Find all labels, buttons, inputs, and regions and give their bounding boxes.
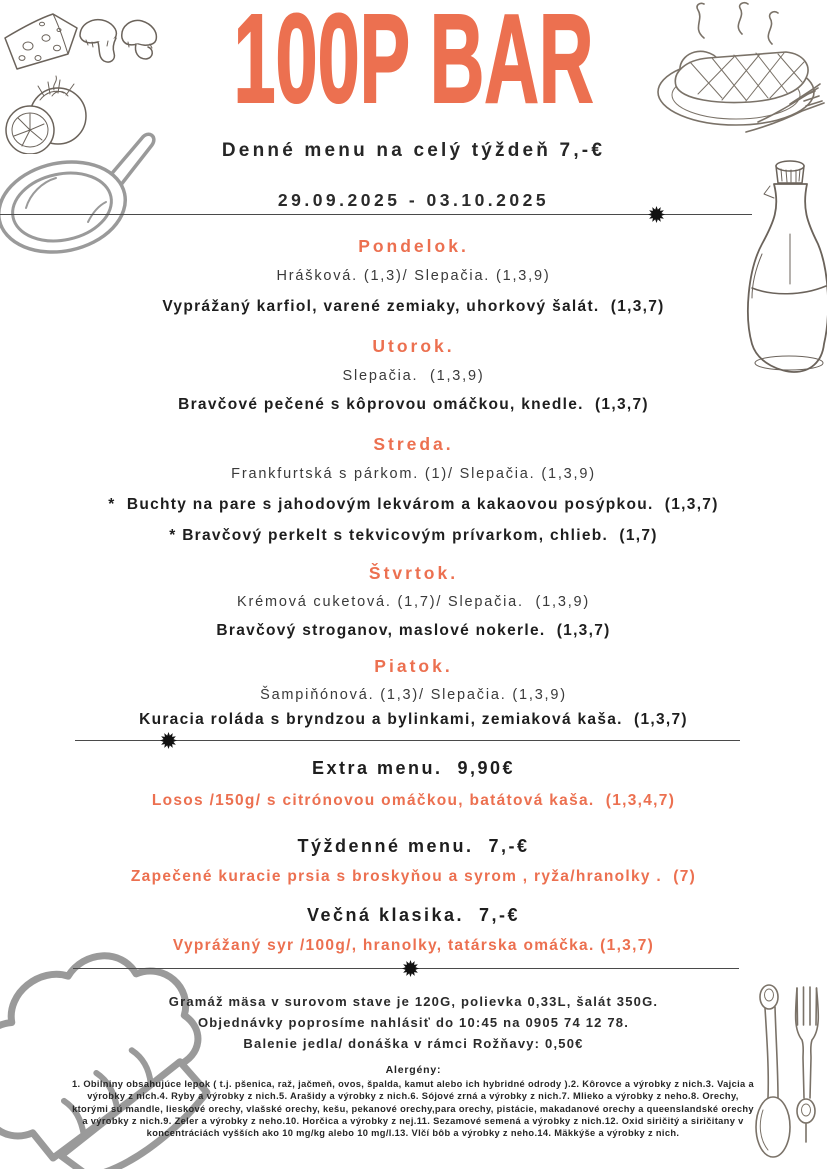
mushrooms-icon bbox=[78, 16, 160, 70]
day-header-stvrtok: Štvrtok. bbox=[368, 563, 459, 583]
restaurant-title: 100P BAR bbox=[233, 0, 594, 129]
allergens-title: Alergény: bbox=[385, 1064, 442, 1076]
extra-menu-item: Losos /150g/ s citrónovou omáčkou, batátová kaša. (1,3,4,7) bbox=[151, 792, 676, 809]
divider-line bbox=[0, 214, 752, 215]
classic-menu-item: Vyprážaný syr /100g/, hranolky, tatárska omáčka. (1,3,7) bbox=[172, 937, 655, 954]
footer-packaging: Balenie jedla/ donáška v rámci Rožňavy: 0,50€ bbox=[243, 1036, 584, 1051]
footer-portions: Gramáž mäsa v surovom stave je 120G, polievka 0,33L, šalát 350G. bbox=[168, 994, 659, 1009]
weekly-menu-title: Týždenné menu. 7,-€ bbox=[297, 836, 530, 856]
main-piatok: Kuracia roláda s bryndzou a bylinkami, zemiaková kaša. (1,3,7) bbox=[139, 711, 688, 728]
soup-streda: Frankfurtská s párkom. (1)/ Slepačia. (1,3,9) bbox=[231, 466, 596, 482]
day-header-piatok: Piatok. bbox=[374, 656, 453, 676]
soup-stvrtok: Krémová cuketová. (1,7)/ Slepačia. (1,3,9) bbox=[236, 594, 591, 610]
extra-menu-title: Extra menu. 9,90€ bbox=[311, 758, 516, 778]
date-range: 29.09.2025 - 03.10.2025 bbox=[277, 190, 550, 210]
day-header-utorok: Utorok. bbox=[372, 336, 455, 356]
main-utorok: Bravčové pečené s kôprovou omáčkou, knedle. (1,3,7) bbox=[178, 396, 649, 413]
steak-plate-icon bbox=[638, 0, 827, 145]
soup-utorok: Slepačia. (1,3,9) bbox=[342, 368, 485, 384]
weekly-menu-item: Zapečené kuracie prsia s broskyňou a syrom , ryža/hranolky . (7) bbox=[130, 868, 697, 885]
soup-pondelok: Hrášková. (1,3)/ Slepačia. (1,3,9) bbox=[276, 268, 551, 284]
day-header-pondelok: Pondelok. bbox=[358, 236, 469, 256]
menu-subtitle: Denné menu na celý týždeň 7,-€ bbox=[221, 140, 606, 161]
footer-orders: Objednávky poprosíme nahlásiť do 10:45 na 0905 74 12 78. bbox=[197, 1015, 630, 1030]
main-pondelok: Vyprážaný karfiol, varené zemiaky, uhorkový šalát. (1,3,7) bbox=[162, 298, 665, 315]
cheese-icon bbox=[2, 8, 80, 72]
star-divider-icon bbox=[402, 960, 419, 977]
allergens-text: 1. Obilniny obsahujúce lepok ( t.j. pšenica, raž, jačmeň, ovos, špalda, kamut alebo ich hybridné odrody ).2. Kôrovce a výrobky z nich.3. Vajcia a výrobky z nich.4. Ryby a výrobky z nich.5. Arašidy a výrobky z nich.6. Sójové zrná a výrobky z nich.7. Mlieko a výrobky z neho.8. Orechy, ktorými sú mandle, lieskové orechy, vlašské orechy, kešu, pekanové orechy,para orechy, pistácie, makadanové orechy a queenslandské orechy a výrobky z nich.9. Zeler a výrobky z neho.10. Horčica a výrobky z nej.11. Sezamové semená a výrobky z nich.12. Oxid siričitý a siričitany v koncentráciách vyšších ako 10 mg/kg alebo 10 mg/l.13. Vlčí bôb a výrobky z neho.14. Mäkkýše a výrobky z nich. bbox=[71, 1079, 757, 1139]
star-divider-icon bbox=[160, 732, 177, 749]
classic-menu-title: Večná klasika. 7,-€ bbox=[306, 905, 521, 925]
main-streda-1: * Buchty na pare s jahodovým lekvárom a kakaovou posýpkou. (1,3,7) bbox=[108, 496, 719, 513]
day-header-streda: Streda. bbox=[373, 434, 454, 454]
soup-piatok: Šampiňónová. (1,3)/ Slepačia. (1,3,9) bbox=[260, 687, 567, 703]
main-stvrtok: Bravčový stroganov, maslové nokerle. (1,3,7) bbox=[216, 622, 611, 639]
main-streda-2: * Bravčový perkelt s tekvicovým prívarkom, chlieb. (1,7) bbox=[169, 527, 658, 544]
